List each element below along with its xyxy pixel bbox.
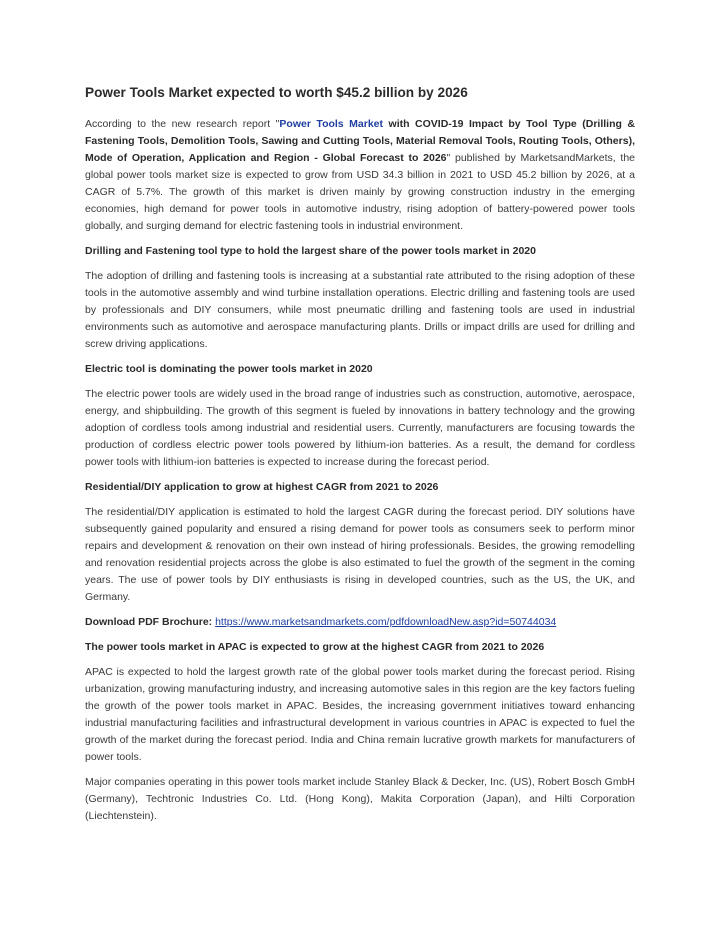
- document-page: [85, 84, 635, 833]
- brochure-label: Download PDF Brochure:: [85, 616, 213, 628]
- report-title-bold: with COVID-19 Impact by Tool Type (Drilling & Fastening Tools, Demolition Tools, Sawing and Cutting Tools, Material Removal Tools, Routing Tools, Others), Mode of Operation, Application and Region - Global Forecast to 2026: [85, 118, 635, 164]
- intro-paragraph: [85, 116, 635, 235]
- section-body-residential: The residential/DIY application is estimated to hold the largest CAGR during the forecast period. DIY solutions have subsequently gained popularity and ensured a rising demand for power tools as consumers seek to perform minor repairs and development & renovation on their own instead of hiring professionals. Besides, the growing remodelling and renovation residential projects across the globe is also estimated to fuel the growth of the segment in the coming years. The use of power tools by DIY enthusiasts is rising in developed countries, such as the US, the UK, and Germany.: [85, 506, 635, 603]
- section-heading-apac: The power tools market in APAC is expected to grow at the highest CAGR from 2021 to 2026: [85, 641, 545, 653]
- intro-lead: According to the new research report ": [85, 118, 280, 130]
- report-link[interactable]: Power Tools Market: [279, 118, 384, 130]
- section-body-electric: The electric power tools are widely used in the broad range of industries such as construction, automotive, aerospace, energy, and shipbuilding. The growth of this segment is fueled by innovations in battery technology and the growing adoption of cordless tools among industrial and residential users. Currently, manufacturers are focusing towards the production of cordless electric power tools powered by lithium-ion batteries. As a result, the demand for cordless power tools with lithium-ion batteries is expected to increase during the forecast period.: [85, 388, 635, 468]
- intro-tail: " published by MarketsandMarkets, the global power tools market size is expected to grow from USD 34.3 billion in 2021 to USD 45.2 billion by 2026, at a CAGR of 5.7%. The growth of this market is driven mainly by growing construction industry in the emerging economies, high demand for power tools in automotive industry, rising adoption of battery-powered power tools globally, and surging demand for electric fastening tools in industrial environment.: [85, 152, 635, 232]
- brochure-link[interactable]: https://www.marketsandmarkets.com/pdfdownloadNew.asp?id=50744034: [215, 616, 557, 628]
- page-title: Power Tools Market expected to worth $45.2 billion by 2026: [85, 85, 468, 100]
- section-body-drilling: The adoption of drilling and fastening tools is increasing at a substantial rate attributed to the rising adoption of these tools in the automotive assembly and wind turbine installation operations. Electric drilling and fastening tools are used by professionals and DIY consumers, while most pneumatic drilling and fastening tools are used in industrial environments such as automotive and aerospace manufacturing plants. Drills or impact drills are used for drilling and screw driving applications.: [85, 270, 635, 350]
- section-heading-drilling: Drilling and Fastening tool type to hold the largest share of the power tools market in 2020: [85, 245, 536, 257]
- brochure-line: [85, 614, 635, 631]
- section-heading-residential: Residential/DIY application to grow at highest CAGR from 2021 to 2026: [85, 481, 439, 493]
- section-heading-electric: Electric tool is dominating the power tools market in 2020: [85, 363, 373, 375]
- companies-paragraph: Major companies operating in this power tools market include Stanley Black & Decker, Inc. (US), Robert Bosch GmbH (Germany), Techtronic Industries Co. Ltd. (Hong Kong), Makita Corporation (Japan), and Hilti Corporation (Liechtenstein).: [85, 776, 635, 822]
- section-body-apac: APAC is expected to hold the largest growth rate of the global power tools market during the forecast period. Rising urbanization, growing manufacturing industry, and increasing automotive sales in this region are the key factors fueling the growth of the power tools market in APAC. Besides, the increasing government initiatives toward enhancing industrial manufacturing facilities and infrastructural development in various countries in APAC is expected to fuel the growth of the market during the forecast period. India and China remain lucrative growth markets for manufacturers of power tools.: [85, 666, 635, 763]
